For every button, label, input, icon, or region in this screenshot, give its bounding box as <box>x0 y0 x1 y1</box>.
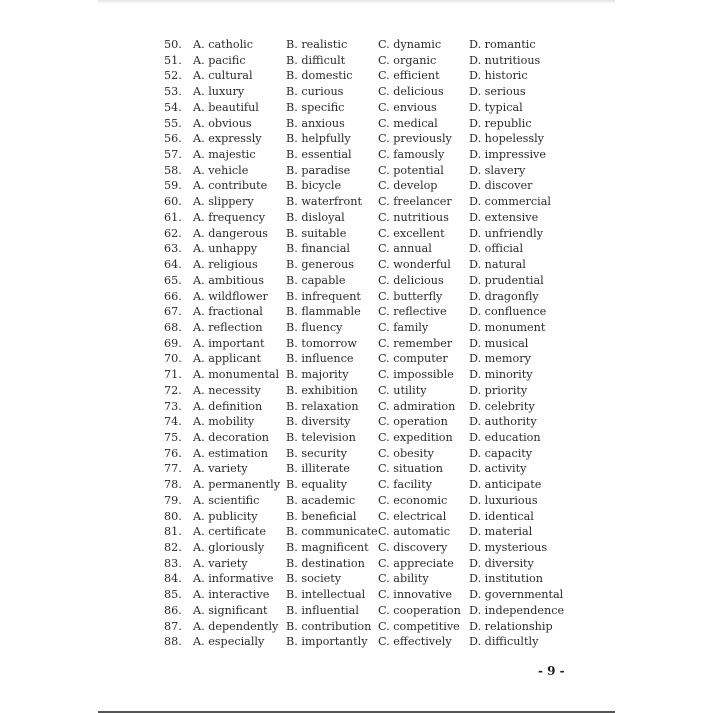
question-number: 72. <box>164 383 182 397</box>
option-d: D. unfriendly <box>469 226 544 240</box>
option-b: B. television <box>286 430 356 444</box>
option-a: A. frequency <box>193 210 266 224</box>
option-a: A. obvious <box>193 116 252 130</box>
option-c: C. obesity <box>378 446 434 460</box>
option-d: D. impressive <box>469 148 547 162</box>
option-c: C. develop <box>378 179 438 193</box>
option-d: D. priority <box>469 383 528 397</box>
option-d: D. monument <box>469 320 546 334</box>
option-c: C. reflective <box>378 305 447 319</box>
option-c: C. family <box>378 320 429 334</box>
option-b: B. difficult <box>286 53 346 67</box>
option-d: D. confluence <box>469 305 547 319</box>
option-a: A. mobility <box>193 415 255 429</box>
option-d: D. celebrity <box>469 399 535 413</box>
option-b: B. beneficial <box>286 509 357 523</box>
option-b: B. magnificent <box>286 541 369 554</box>
question-number: 63. <box>164 242 182 256</box>
option-a: A. variety <box>193 462 248 476</box>
question-number: 65. <box>164 273 182 287</box>
question-number: 53. <box>164 85 182 99</box>
question-number: 59. <box>164 179 182 193</box>
option-d: D. education <box>469 430 541 444</box>
option-a: A. wildflower <box>193 289 268 303</box>
option-d: D. minority <box>469 368 533 382</box>
option-d: D. nutritious <box>469 53 541 67</box>
option-d: D. commercial <box>469 195 551 209</box>
option-b: B. academic <box>286 493 356 507</box>
option-a: A. necessity <box>193 383 261 397</box>
option-d: D. independence <box>469 603 565 617</box>
option-c: C. ability <box>378 572 429 586</box>
option-d: D. material <box>469 525 533 539</box>
question-number: 73. <box>164 399 182 413</box>
option-b: B. curious <box>286 85 344 99</box>
option-c: C. economic <box>378 493 448 507</box>
option-a: A. gloriously <box>193 541 265 554</box>
option-b: B. majority <box>286 368 349 382</box>
option-d: D. memory <box>469 352 531 366</box>
option-b: B. financial <box>286 242 350 256</box>
question-number: 83. <box>164 556 182 570</box>
option-c: C. effectively <box>378 635 452 649</box>
question-number: 68. <box>164 320 182 334</box>
option-d: D. extensive <box>469 210 539 224</box>
option-c: C. operation <box>378 415 448 429</box>
question-number: 87. <box>164 619 182 633</box>
option-c: C. facility <box>378 478 432 492</box>
question-number: 82. <box>164 541 182 554</box>
option-c: C. organic <box>378 53 437 67</box>
option-c: C. expedition <box>378 430 453 444</box>
option-c: C. wonderful <box>378 258 451 272</box>
option-c: C. excellent <box>378 226 445 240</box>
question-number: 88. <box>164 635 182 649</box>
option-a: A. beautiful <box>193 100 259 114</box>
option-c: C. nutritious <box>378 210 449 224</box>
option-a: A. slippery <box>193 195 254 209</box>
question-number: 81. <box>164 525 182 539</box>
option-c: C. competitive <box>378 619 460 633</box>
option-b: B. capable <box>286 273 346 287</box>
option-a: A. vehicle <box>193 163 249 177</box>
option-d: D. hopelessly <box>469 132 544 146</box>
option-b: B. specific <box>286 100 345 114</box>
option-a: A. catholic <box>193 38 253 51</box>
option-a: A. luxury <box>193 85 245 99</box>
option-b: B. disloyal <box>286 210 345 224</box>
option-d: D. natural <box>469 258 526 272</box>
option-a: A. monumental <box>193 368 280 382</box>
question-number: 62. <box>164 226 182 240</box>
option-a: A. dangerous <box>193 226 269 240</box>
page-number: - 9 - <box>538 664 565 678</box>
option-c: C. delicious <box>378 85 444 99</box>
option-a: A. estimation <box>193 446 268 460</box>
option-b: B. realistic <box>286 38 348 51</box>
option-a: A. ambitious <box>193 273 264 287</box>
option-b: B. diversity <box>286 415 351 429</box>
question-number: 86. <box>164 603 182 617</box>
option-b: B. relaxation <box>286 399 359 413</box>
option-a: A. contribute <box>193 179 268 193</box>
option-a: A. publicity <box>193 509 258 523</box>
option-d: D. luxurious <box>469 493 538 507</box>
page-top-edge <box>98 0 615 3</box>
option-d: D. romantic <box>469 38 536 51</box>
question-number: 78. <box>164 478 182 492</box>
option-b: B. contribution <box>286 619 372 633</box>
question-number: 77. <box>164 462 182 476</box>
option-a: A. applicant <box>193 352 261 366</box>
option-d: D. relationship <box>469 619 553 633</box>
option-d: D. slavery <box>469 163 526 177</box>
option-d: D. institution <box>469 572 543 586</box>
option-c: C. impossible <box>378 368 454 382</box>
option-d: D. typical <box>469 100 523 114</box>
option-d: D. prudential <box>469 273 544 287</box>
option-b: B. bicycle <box>286 179 342 193</box>
question-number: 74. <box>164 415 182 429</box>
option-c: C. freelancer <box>378 195 452 209</box>
question-number: 56. <box>164 132 182 146</box>
option-d: D. difficultly <box>469 635 539 649</box>
option-c: C. efficient <box>378 69 440 83</box>
option-a: A. fractional <box>193 305 263 319</box>
option-d: D. discover <box>469 179 533 193</box>
option-a: A. expressly <box>193 132 262 146</box>
option-a: A. majestic <box>193 148 256 162</box>
option-c: C. cooperation <box>378 603 461 617</box>
option-b: B. communicate <box>286 525 378 539</box>
option-c: C. potential <box>378 163 444 177</box>
question-number: 60. <box>164 195 182 209</box>
option-c: C. envious <box>378 100 437 114</box>
question-number: 54. <box>164 100 182 114</box>
option-b: B. flammable <box>286 305 361 319</box>
option-b: B. exhibition <box>286 383 358 397</box>
option-c: C. electrical <box>378 509 447 523</box>
option-c: C. delicious <box>378 273 444 287</box>
option-b: B. security <box>286 446 347 460</box>
option-a: A. permanently <box>193 478 281 492</box>
option-d: D. governmental <box>469 588 564 602</box>
option-d: D. historic <box>469 69 528 83</box>
option-a: A. interactive <box>193 588 270 602</box>
option-d: D. identical <box>469 509 534 523</box>
option-a: A. especially <box>193 635 265 649</box>
option-d: D. dragonfly <box>469 289 539 303</box>
question-number: 64. <box>164 258 182 272</box>
option-d: D. anticipate <box>469 478 542 492</box>
question-number: 84. <box>164 572 182 586</box>
question-number: 50. <box>164 38 182 51</box>
option-a: A. definition <box>193 399 263 413</box>
option-c: C. medical <box>378 116 438 130</box>
option-b: B. infrequent <box>286 289 361 303</box>
option-b: B. equality <box>286 478 347 492</box>
option-c: C. utility <box>378 383 427 397</box>
option-b: B. suitable <box>286 226 347 240</box>
option-b: B. illiterate <box>286 462 350 476</box>
option-a: A. religious <box>193 258 258 272</box>
option-c: C. annual <box>378 242 432 256</box>
option-b: B. intellectual <box>286 588 366 602</box>
option-b: B. essential <box>286 148 352 162</box>
option-b: B. helpfully <box>286 132 351 146</box>
option-d: D. serious <box>469 85 526 99</box>
option-a: A. significant <box>193 603 268 617</box>
question-number: 66. <box>164 289 182 303</box>
question-number: 67. <box>164 305 182 319</box>
option-a: A. variety <box>193 556 248 570</box>
question-number: 58. <box>164 163 182 177</box>
option-a: A. scientific <box>193 493 260 507</box>
option-d: D. authority <box>469 415 537 429</box>
option-c: C. situation <box>378 462 443 476</box>
option-a: A. informative <box>193 572 274 586</box>
option-b: B. importantly <box>286 635 368 649</box>
option-a: A. important <box>193 336 265 350</box>
option-c: C. discovery <box>378 541 448 554</box>
option-b: B. domestic <box>286 69 353 83</box>
question-number: 55. <box>164 116 182 130</box>
option-d: D. activity <box>469 462 527 476</box>
option-a: A. certificate <box>193 525 267 539</box>
option-c: C. innovative <box>378 588 453 602</box>
option-d: D. musical <box>469 336 529 350</box>
option-b: B. influential <box>286 603 359 617</box>
option-b: B. society <box>286 572 342 586</box>
option-b: B. fluency <box>286 320 343 334</box>
question-number: 79. <box>164 493 182 507</box>
option-b: B. tomorrow <box>286 336 357 350</box>
question-number: 52. <box>164 69 182 83</box>
option-a: A. dependently <box>193 619 279 633</box>
option-a: A. decoration <box>193 430 270 444</box>
question-number: 69. <box>164 336 182 350</box>
option-d: D. mysterious <box>469 541 548 554</box>
option-b: B. waterfront <box>286 195 362 209</box>
option-c: C. automatic <box>378 525 450 539</box>
option-c: C. butterfly <box>378 289 443 303</box>
question-number: 80. <box>164 509 182 523</box>
question-number: 70. <box>164 352 182 366</box>
option-b: B. influence <box>286 352 354 366</box>
option-a: A. unhappy <box>193 242 258 256</box>
option-c: C. admiration <box>378 399 456 413</box>
option-c: C. computer <box>378 352 448 366</box>
question-number: 51. <box>164 53 182 67</box>
option-a: A. pacific <box>193 53 246 67</box>
option-c: C. dynamic <box>378 38 442 51</box>
option-d: D. capacity <box>469 446 533 460</box>
option-c: C. famously <box>378 148 445 162</box>
question-number: 57. <box>164 148 182 162</box>
option-b: B. generous <box>286 258 354 272</box>
option-a: A. cultural <box>193 69 253 83</box>
option-c: C. remember <box>378 336 453 350</box>
option-a: A. reflection <box>193 320 263 334</box>
question-number: 76. <box>164 446 182 460</box>
option-b: B. paradise <box>286 163 351 177</box>
option-d: D. republic <box>469 116 532 130</box>
option-c: C. previously <box>378 132 452 146</box>
option-b: B. anxious <box>286 116 345 130</box>
option-d: D. official <box>469 242 524 256</box>
question-number: 71. <box>164 368 182 382</box>
option-d: D. diversity <box>469 556 534 570</box>
option-c: C. appreciate <box>378 556 454 570</box>
question-number: 61. <box>164 210 182 224</box>
question-number: 75. <box>164 430 182 444</box>
option-b: B. destination <box>286 556 365 570</box>
question-number: 85. <box>164 588 182 602</box>
